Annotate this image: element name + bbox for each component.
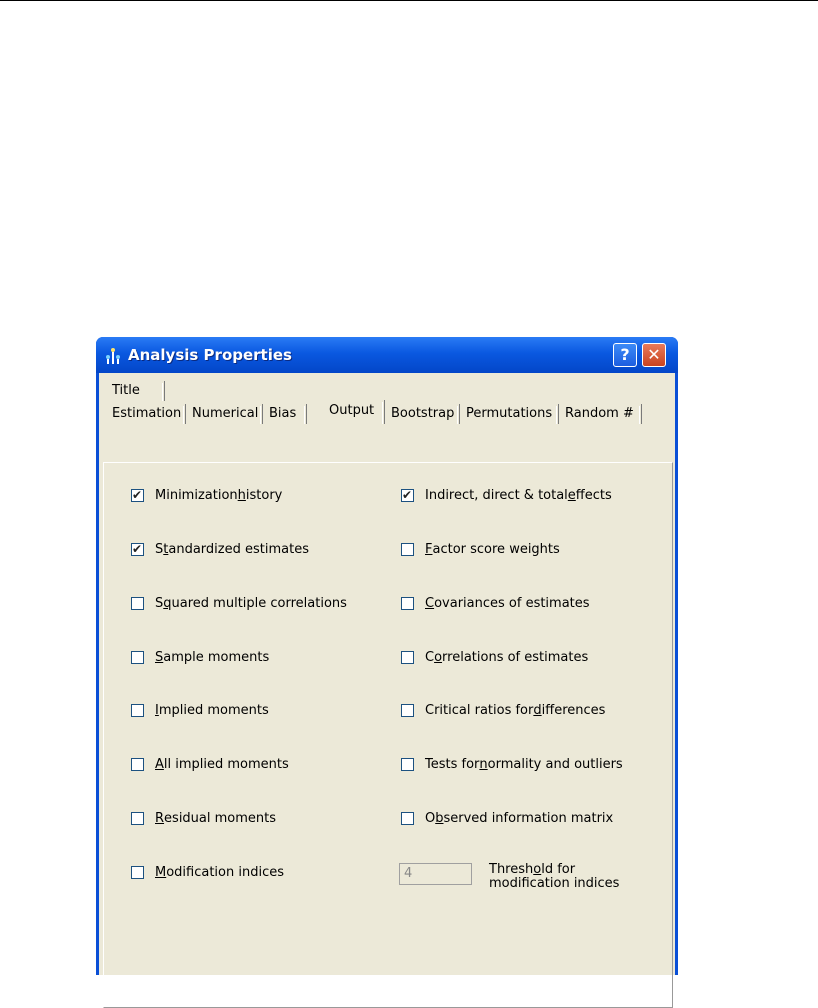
residual-moments-checkbox[interactable] xyxy=(131,812,144,825)
label-part: I xyxy=(155,702,159,718)
label-part: served information matrix xyxy=(443,810,614,826)
tab-estimation[interactable] xyxy=(107,404,186,424)
close-button[interactable]: ✕ xyxy=(642,343,666,367)
sample-moments-option[interactable] xyxy=(131,648,269,666)
label-part: C xyxy=(425,595,435,611)
all-implied-moments-option[interactable] xyxy=(131,755,289,773)
label-part: ample moments xyxy=(163,649,270,665)
modification-indices-option[interactable] xyxy=(131,863,284,881)
factor-score-weights-checkbox[interactable] xyxy=(401,543,414,556)
label-part: q xyxy=(163,595,172,611)
tab-bias[interactable] xyxy=(264,404,307,424)
label-part: istory xyxy=(245,487,283,503)
label-part: R xyxy=(155,810,165,826)
label-part: actor score weights xyxy=(432,541,560,557)
tab-output[interactable] xyxy=(324,400,385,424)
help-button[interactable]: ? xyxy=(613,343,637,367)
factor-score-weights-option[interactable] xyxy=(401,540,560,558)
label-part: M xyxy=(155,864,167,880)
label-part: d xyxy=(533,702,542,718)
covariances-of-estimates-option[interactable] xyxy=(401,594,590,612)
critical-ratios-checkbox[interactable] xyxy=(401,704,414,717)
amos-app-icon xyxy=(104,346,122,364)
label-part: Thresh xyxy=(489,862,534,877)
tab-title-label: Title xyxy=(112,383,140,398)
label-part: mplied moments xyxy=(158,702,269,718)
modification-indices-checkbox[interactable] xyxy=(131,866,144,879)
label-part: o xyxy=(434,649,443,665)
squared-multiple-correlations-option[interactable] xyxy=(131,594,347,612)
correlations-of-estimates-checkbox[interactable] xyxy=(401,651,414,664)
label-part: n xyxy=(479,756,488,772)
tab-permutations[interactable] xyxy=(461,404,559,424)
label-part: ffects xyxy=(575,487,612,503)
label-part: esidual moments xyxy=(164,810,277,826)
correlations-of-estimates-option[interactable] xyxy=(401,648,588,666)
label-part: S xyxy=(155,649,164,665)
label-part: o xyxy=(533,862,542,877)
tab-random[interactable] xyxy=(560,404,642,424)
label-part: C xyxy=(425,649,435,665)
tab-random-label: Random # xyxy=(565,406,634,421)
tab-bootstrap[interactable] xyxy=(386,404,460,424)
minimization-history-checkbox[interactable] xyxy=(131,489,144,502)
label-part: Minimization xyxy=(155,487,238,503)
label-part: b xyxy=(435,810,444,826)
minimization-history-option[interactable] xyxy=(131,486,282,504)
label-part: ll implied moments xyxy=(163,756,289,772)
label-part: t xyxy=(163,541,169,557)
indirect-direct-total-effects-checkbox[interactable] xyxy=(401,489,414,502)
label-part: andardized estimates xyxy=(168,541,309,557)
page-top-rule xyxy=(0,0,818,1)
label-part: ovariances of estimates xyxy=(434,595,590,611)
title-bar[interactable] xyxy=(96,337,678,373)
squared-multiple-correlations-checkbox[interactable] xyxy=(131,597,144,610)
label-part: h xyxy=(237,487,246,503)
label-part: e xyxy=(567,487,576,503)
label-part: Tests for xyxy=(425,756,480,772)
analysis-properties-dialog xyxy=(96,337,678,975)
tab-permutations-label: Permutations xyxy=(466,406,553,421)
label-part: A xyxy=(155,756,164,772)
label-part: ifferences xyxy=(541,702,606,718)
critical-ratios-option[interactable] xyxy=(401,701,605,719)
label-part: O xyxy=(425,810,436,826)
tab-estimation-label: Estimation xyxy=(112,406,182,421)
label-part: Indirect, direct & total xyxy=(425,487,568,503)
label-part: F xyxy=(425,541,433,557)
indirect-direct-total-effects-option[interactable] xyxy=(401,486,612,504)
dialog-title: Analysis Properties xyxy=(128,346,292,364)
covariances-of-estimates-checkbox[interactable] xyxy=(401,597,414,610)
threshold-input[interactable]: 4 xyxy=(399,863,472,885)
label-part: ormality and outliers xyxy=(487,756,623,772)
tab-bootstrap-label: Bootstrap xyxy=(391,406,455,421)
dialog-client-area xyxy=(99,373,675,975)
label-part: S xyxy=(155,595,164,611)
observed-information-matrix-option[interactable] xyxy=(401,809,613,827)
tab-output-label: Output xyxy=(329,403,375,418)
sample-moments-checkbox[interactable] xyxy=(131,651,144,664)
label-part: ld for xyxy=(541,862,576,877)
all-implied-moments-checkbox[interactable] xyxy=(131,758,144,771)
threshold-label xyxy=(489,863,619,891)
residual-moments-option[interactable] xyxy=(131,809,276,827)
label-part: S xyxy=(155,541,164,557)
tab-numerical-label: Numerical xyxy=(192,406,259,421)
standardized-estimates-checkbox[interactable] xyxy=(131,543,144,556)
tab-bias-label: Bias xyxy=(269,406,297,421)
implied-moments-option[interactable] xyxy=(131,701,269,719)
threshold-label-line1 xyxy=(489,863,619,877)
standardized-estimates-option[interactable] xyxy=(131,540,309,558)
tests-for-normality-option[interactable] xyxy=(401,755,623,773)
label-part: uared multiple correlations xyxy=(171,595,347,611)
observed-information-matrix-checkbox[interactable] xyxy=(401,812,414,825)
label-part: Critical ratios for xyxy=(425,702,534,718)
implied-moments-checkbox[interactable] xyxy=(131,704,144,717)
label-part: odification indices xyxy=(166,864,285,880)
tab-title[interactable] xyxy=(107,381,165,401)
threshold-label-line2: modification indices xyxy=(489,876,620,891)
tab-numerical[interactable] xyxy=(187,404,263,424)
tests-for-normality-checkbox[interactable] xyxy=(401,758,414,771)
label-part: rrelations of estimates xyxy=(442,649,589,665)
